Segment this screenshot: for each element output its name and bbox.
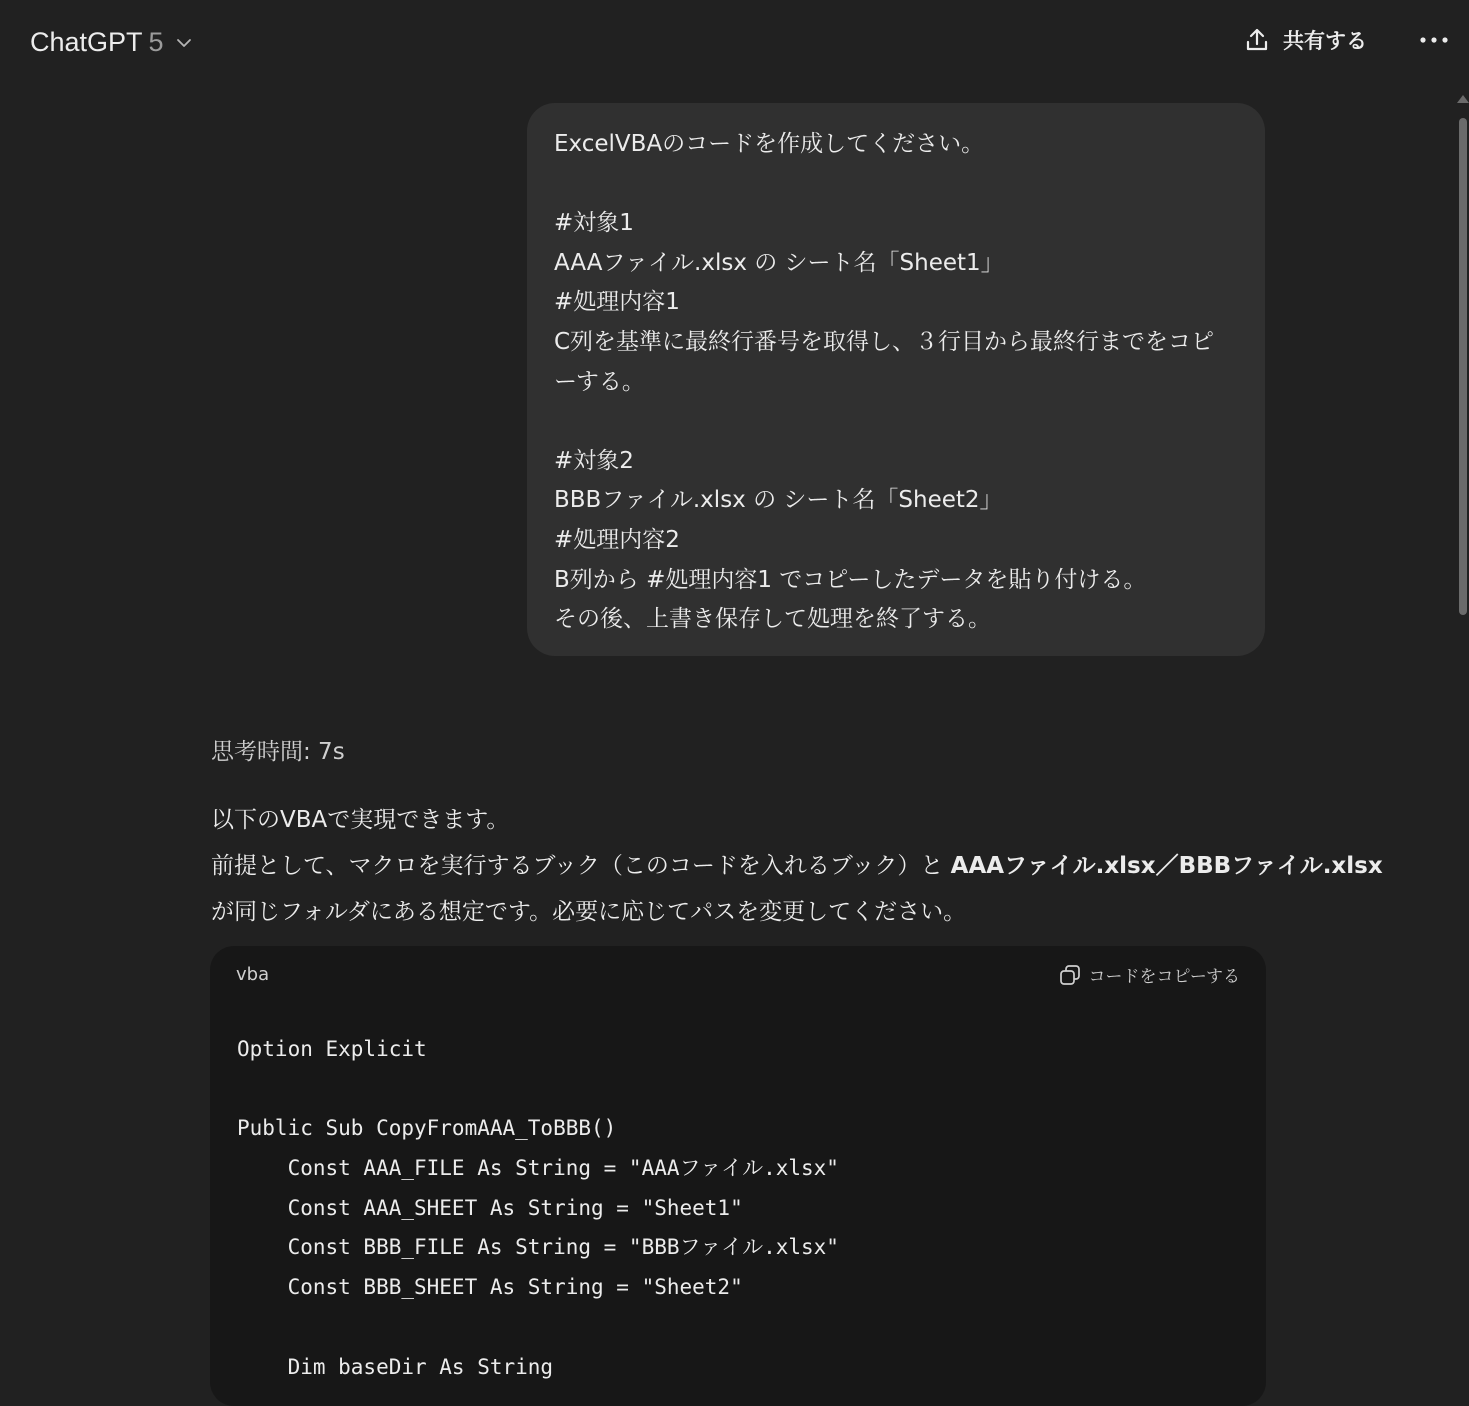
user-message-line: #処理内容2 xyxy=(554,526,680,553)
user-message-line: その後、上書き保存して処理を終了する。 xyxy=(554,606,991,633)
code-block xyxy=(210,946,1266,1406)
top-bar xyxy=(0,0,1469,82)
user-message-line: #処理内容1 xyxy=(554,289,680,316)
user-message-line: AAAファイル.xlsx の シート名「Sheet1」 xyxy=(554,249,1004,276)
code-language-label: vba xyxy=(236,964,270,985)
scrollbar-thumb[interactable] xyxy=(1459,118,1467,615)
model-name: ChatGPT xyxy=(30,26,143,57)
code-line xyxy=(237,1070,839,1110)
user-message-line: ExcelVBAのコードを作成してください。 xyxy=(554,131,985,157)
user-message-line: C列を基準に最終行番号を取得し、３行目から最終行までをコピ xyxy=(554,328,1215,355)
copy-code-button[interactable] xyxy=(1059,962,1240,987)
scroll-up-arrow-icon[interactable] xyxy=(1457,95,1469,103)
user-message-line xyxy=(554,402,1238,442)
code-line: Dim baseDir As String xyxy=(237,1354,554,1379)
model-version: 5 xyxy=(148,26,164,57)
share-button[interactable] xyxy=(1243,22,1367,58)
user-message-line: ーする。 xyxy=(554,368,645,395)
answer-intro: 以下のVBAで実現できます。 xyxy=(211,807,510,833)
model-selector-button[interactable] xyxy=(30,22,194,62)
answer-premise-continued: が同じフォルダにある想定です。必要に応じてパスを変更してください。 xyxy=(211,899,967,925)
user-message-line xyxy=(554,165,1238,205)
premise-text: 前提として、マクロを実行するブック（このコードを入れるブック）と xyxy=(211,853,951,879)
answer-premise xyxy=(211,843,1383,889)
code-line: Public Sub CopyFromAAA_ToBBB() xyxy=(237,1116,617,1141)
copy-code-label: コードをコピーする xyxy=(1088,967,1240,987)
user-message-line: B列から #処理内容1 でコピーしたデータを貼り付ける。 xyxy=(554,566,1147,593)
code-content xyxy=(237,1030,839,1387)
user-message-line: #対象1 xyxy=(554,210,634,237)
share-icon xyxy=(1243,26,1271,54)
code-line: Const BBB_SHEET As String = "Sheet2" xyxy=(237,1275,743,1300)
code-line: Const BBB_FILE As String = "BBBファイル.xlsx" xyxy=(237,1235,839,1260)
code-line: Const AAA_SHEET As String = "Sheet1" xyxy=(237,1195,743,1220)
code-line: Const AAA_FILE As String = "AAAファイル.xlsx" xyxy=(237,1156,839,1181)
user-message-line: BBBファイル.xlsx の シート名「Sheet2」 xyxy=(554,487,1003,514)
more-horizontal-icon[interactable] xyxy=(1417,25,1451,55)
copy-icon xyxy=(1059,964,1081,986)
thinking-time-toggle[interactable]: 思考時間: 7s xyxy=(211,739,345,765)
code-line: Option Explicit xyxy=(237,1037,427,1061)
assistant-message xyxy=(211,797,1383,935)
code-line xyxy=(237,1308,839,1348)
premise-file-names: AAAファイル.xlsx／BBBファイル.xlsx xyxy=(950,853,1383,879)
user-message-bubble xyxy=(527,103,1265,656)
chevron-down-icon xyxy=(174,33,194,53)
share-label: 共有する xyxy=(1283,29,1367,53)
user-message-line: #対象2 xyxy=(554,447,634,474)
